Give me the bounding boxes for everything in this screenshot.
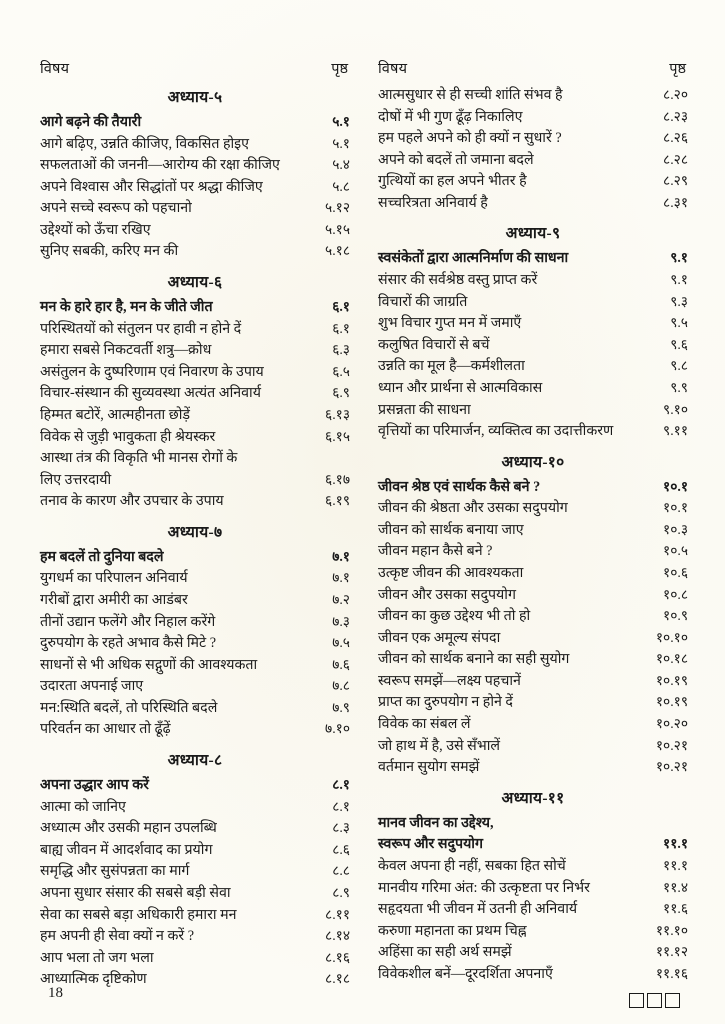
- toc-entry[interactable]: [378, 899, 688, 921]
- toc-entry-page: ७.१: [332, 570, 350, 586]
- toc-entry-title: प्राप्त का दुरुपयोग न होने दें: [378, 694, 513, 711]
- toc-entry[interactable]: [378, 813, 688, 835]
- toc-entry[interactable]: [378, 692, 688, 714]
- toc-entry-page: ८.१४: [325, 928, 350, 944]
- toc-entry-title: जीवन श्रेष्ठ एवं सार्थक कैसे बने ?: [378, 478, 541, 495]
- square-ornament-icon: [629, 993, 644, 1008]
- toc-entry[interactable]: [378, 520, 688, 542]
- toc-entry-title: युगधर्म का परिपालन अनिवार्य: [40, 570, 188, 587]
- toc-entry-page: ७.२: [332, 591, 350, 607]
- toc-entry[interactable]: [40, 948, 350, 970]
- toc-entry-title: स्वसंकेतों द्वारा आत्मनिर्माण की साधना: [378, 250, 569, 267]
- toc-entry[interactable]: [40, 719, 350, 741]
- toc-entry-page: ६.१७: [325, 471, 350, 487]
- toc-entry-title: स्वरूप और सदुपयोग: [378, 836, 483, 853]
- chapter-heading: अध्याय-११: [501, 789, 565, 807]
- toc-entry-title: परिस्थितयों को संतुलन पर हावी न होने दें: [40, 320, 242, 337]
- toc-entry-page: ११.६: [663, 901, 688, 917]
- toc-entry-page: १०.१८: [655, 651, 688, 667]
- toc-entry[interactable]: [378, 921, 688, 943]
- toc-entry[interactable]: [378, 649, 688, 671]
- toc-entry[interactable]: [378, 85, 688, 107]
- toc-entry-title: संसार की सर्वश्रेष्ठ वस्तु प्राप्त करें: [378, 272, 538, 289]
- chapter-heading: अध्याय-१०: [501, 453, 565, 471]
- toc-entry-page: ६.९: [332, 385, 350, 401]
- toc-entry-title: जीवन का कुछ उद्देश्य भी तो हो: [378, 608, 531, 625]
- toc-entry-title: हम पहले अपने को ही क्यों न सुधारें ?: [378, 130, 562, 147]
- toc-entry[interactable]: [40, 198, 350, 220]
- toc-entry-page: १०.१०: [655, 629, 688, 645]
- toc-entry-title: वर्तमान सुयोग समझें: [378, 759, 480, 776]
- toc-entry-page: ११.१: [663, 836, 688, 852]
- toc-entry-title: जीवन और उसका सदुपयोग: [378, 586, 516, 603]
- toc-entry[interactable]: [40, 883, 350, 905]
- toc-entry-title: मानव जीवन का उद्देश्य,: [378, 814, 494, 831]
- toc-entry[interactable]: [378, 107, 688, 129]
- toc-entry-page: ५.१२: [325, 200, 350, 216]
- toc-entry-title: हिम्मत बटोरें, आत्महीनता छोड़ें: [40, 406, 190, 423]
- toc-entry[interactable]: [378, 356, 688, 378]
- toc-entry-page: ८.६: [332, 841, 350, 857]
- toc-entry-page: ९.१: [670, 272, 688, 288]
- toc-entry-page: १०.९: [663, 608, 688, 624]
- toc-entry[interactable]: [40, 405, 350, 427]
- toc-entry-title: हम बदलें तो दुनिया बदले: [40, 548, 164, 565]
- left-column-header: [40, 58, 350, 78]
- toc-entry-page: ८.२३: [663, 108, 688, 124]
- toc-entry-page: ५.८: [332, 178, 350, 194]
- toc-entry[interactable]: [378, 834, 688, 856]
- toc-left-column: [40, 58, 350, 1008]
- toc-entry-page: ८.९: [332, 884, 350, 900]
- toc-entry-title: आगे बढ़ने की तैयारी: [40, 114, 142, 130]
- toc-entry[interactable]: [378, 292, 688, 314]
- toc-entry[interactable]: [40, 905, 350, 927]
- toc-entry-title: तीनों उद्यान फलेंगे और निहाल करेंगे: [40, 613, 216, 630]
- toc-entry[interactable]: [378, 856, 688, 878]
- toc-entry[interactable]: [40, 818, 350, 840]
- toc-entry-page: ८.११: [325, 906, 350, 922]
- toc-entry-title: वृत्तियों का परिमार्जन, व्यक्तित्व का उदात्तीकरण: [378, 423, 614, 440]
- toc-entry-page: १०.८: [663, 586, 688, 602]
- toc-entry[interactable]: [378, 563, 688, 585]
- toc-entry-page: १०.२१: [655, 759, 688, 775]
- toc-entry-title: हम अपनी ही सेवा क्यों न करें ?: [40, 928, 195, 945]
- toc-entry-page: ११.१: [663, 857, 688, 873]
- toc-entry-page: ५.१: [332, 114, 350, 129]
- toc-entry-page: ७.३: [332, 613, 350, 629]
- toc-right-column: [378, 58, 688, 1008]
- toc-entry[interactable]: [378, 964, 688, 986]
- toc-entry-title: जीवन को सार्थक बनाने का सही सुयोग: [378, 651, 570, 668]
- header-subject-label: विषय: [40, 61, 70, 77]
- toc-entry-page: ९.८: [670, 358, 688, 374]
- toc-entry[interactable]: [378, 248, 688, 270]
- toc-entry-title: सफलताओं की जननी—आरोग्य की रक्षा कीजिए: [40, 157, 280, 174]
- square-ornament-icon: [647, 993, 662, 1008]
- toc-entry-page: ८.२०: [663, 87, 688, 102]
- toc-entry-page: ९.५: [670, 315, 688, 331]
- toc-entry-page: ७.८: [332, 678, 350, 694]
- toc-entry-page: ८.८: [332, 863, 350, 879]
- toc-entry-title: साधनों से भी अधिक सद्गुणों की आवश्यकता: [40, 656, 258, 673]
- toc-entry-page: ५.४: [332, 157, 350, 173]
- toc-entry[interactable]: [378, 606, 688, 628]
- toc-entry[interactable]: [378, 714, 688, 736]
- toc-entry[interactable]: [40, 861, 350, 883]
- toc-entry[interactable]: [40, 155, 350, 177]
- toc-entry[interactable]: [40, 491, 350, 513]
- toc-entry[interactable]: [378, 736, 688, 758]
- toc-entry-page: ९.३: [670, 293, 688, 309]
- toc-entry[interactable]: [40, 840, 350, 862]
- toc-entry-page: ६.५: [332, 363, 350, 379]
- toc-entry-title: अपने को बदलें तो जमाना बदले: [378, 151, 534, 168]
- end-of-section-ornament: [378, 993, 688, 1008]
- toc-entry-title: विचार-संस्थान की सुव्यवस्था अत्यंत अनिवार्य: [40, 385, 261, 402]
- toc-entry-page: १०.२०: [655, 716, 688, 732]
- toc-entry-page: ७.१०: [325, 721, 350, 737]
- toc-entry-page: १०.१९: [655, 672, 688, 688]
- toc-entry[interactable]: [40, 775, 350, 797]
- toc-entry-page: ५.१५: [325, 221, 350, 237]
- toc-entry-page: ८.१: [332, 798, 350, 814]
- toc-entry[interactable]: [40, 698, 350, 720]
- toc-entry[interactable]: [40, 470, 350, 492]
- toc-entry-page: ५.१: [332, 135, 350, 151]
- toc-entry-title: अपने सच्चे स्वरूप को पहचानो: [40, 200, 192, 217]
- toc-entry[interactable]: [378, 541, 688, 563]
- toc-entry[interactable]: [40, 448, 350, 470]
- toc-entry-title: जीवन महान कैसे बने ?: [378, 543, 493, 560]
- toc-entry-title: मन:स्थिति बदलें, तो परिस्थिति बदले: [40, 699, 218, 716]
- toc-entry-title: स्वरूप समझें—लक्ष्य पहचानें: [378, 672, 521, 689]
- toc-entry-page: ९.१: [670, 250, 688, 266]
- toc-entry-page: ६.१३: [325, 406, 350, 422]
- toc-entry-title: आत्मा को जानिए: [40, 798, 126, 815]
- toc-entry-title: उन्नति का मूल है—कर्मशीलता: [378, 358, 525, 375]
- toc-entry[interactable]: [378, 335, 688, 357]
- toc-entry[interactable]: [40, 220, 350, 242]
- toc-entry-title: केवल अपना ही नहीं, सबका हित सोचें: [378, 857, 566, 874]
- chapter-heading: अध्याय-५: [167, 89, 223, 106]
- toc-entry-title: आस्था तंत्र की विकृति भी मानस रोगों के: [40, 450, 238, 467]
- toc-entry-title: दुरुपयोग के रहते अभाव कैसे मिटे ?: [40, 635, 217, 652]
- toc-entry[interactable]: [40, 633, 350, 655]
- toc-entry-title: प्रसन्नता की साधना: [378, 401, 471, 418]
- toc-entry-page: १०.१९: [655, 694, 688, 710]
- toc-entry-page: ६.१: [332, 299, 350, 315]
- toc-entry[interactable]: [378, 270, 688, 292]
- toc-entry-title: उदारता अपनाई जाए: [40, 678, 144, 695]
- toc-entry-page: ८.२९: [663, 173, 688, 189]
- toc-entry-page: ९.११: [663, 423, 688, 439]
- toc-entry[interactable]: [40, 383, 350, 405]
- toc-entry[interactable]: [378, 477, 688, 499]
- toc-entry-title: अपना उद्धार आप करें: [40, 777, 149, 794]
- toc-entry-title: लिए उत्तरदायी: [40, 471, 112, 488]
- toc-entry[interactable]: [40, 676, 350, 698]
- toc-entry[interactable]: [40, 241, 350, 263]
- toc-entry[interactable]: [378, 498, 688, 520]
- toc-entry[interactable]: [378, 421, 688, 443]
- toc-entry[interactable]: [378, 150, 688, 172]
- toc-entry[interactable]: [378, 313, 688, 335]
- toc-entry[interactable]: [40, 297, 350, 319]
- toc-entry-title: ध्यान और प्रार्थना से आत्मविकास: [378, 379, 543, 396]
- header-subject-label: विषय: [378, 61, 408, 77]
- toc-entry[interactable]: [40, 969, 350, 991]
- toc-entry-title: करुणा महानता का प्रथम चिह्न: [378, 922, 527, 939]
- toc-entry-title: आध्यात्मिक दृष्टिकोण: [40, 971, 147, 988]
- toc-entry-title: उत्कृष्ट जीवन की आवश्यकता: [378, 564, 524, 581]
- toc-entry[interactable]: [40, 655, 350, 677]
- toc-entry[interactable]: [40, 590, 350, 612]
- toc-entry-page: ११.४: [663, 879, 688, 895]
- toc-entry[interactable]: [378, 878, 688, 900]
- toc-entry[interactable]: [378, 671, 688, 693]
- toc-entry-page: १०.५: [663, 543, 688, 559]
- toc-entry-page: ८.१: [332, 777, 350, 793]
- toc-entry-title: परिवर्तन का आधार तो ढूँढ़ें: [40, 721, 171, 738]
- toc-entry[interactable]: [40, 926, 350, 948]
- square-ornament-icon: [665, 993, 680, 1008]
- toc-entry[interactable]: [378, 128, 688, 150]
- toc-entry-title: जीवन की श्रेष्ठता और उसका सदुपयोग: [378, 500, 568, 517]
- toc-entry-page: ८.२८: [663, 151, 688, 167]
- toc-entry[interactable]: [40, 362, 350, 384]
- toc-entry-title: गरीबों द्वारा अमीरी का आडंबर: [40, 591, 188, 608]
- toc-entry-title: शुभ विचार गुप्त मन में जमाएँ: [378, 315, 522, 332]
- toc-entry[interactable]: [378, 585, 688, 607]
- chapter-heading: अध्याय-९: [505, 225, 561, 243]
- toc-entry[interactable]: [40, 568, 350, 590]
- toc-entry-page: ९.९: [670, 379, 688, 395]
- toc-entry-page: ८.२६: [663, 130, 688, 146]
- toc-entry-page: ७.१: [332, 548, 350, 564]
- toc-entry-title: अपने विश्वास और सिद्धांतों पर श्रद्धा कीजिए: [40, 178, 263, 195]
- toc-entry-page: ६.१५: [325, 428, 350, 444]
- toc-entry-page: ६.१: [332, 320, 350, 336]
- toc-entry-title: विवेकशील बनें—दूरदर्शिता अपनाएँ: [378, 965, 553, 982]
- header-page-label: पृष्ठ: [669, 61, 686, 77]
- toc-entry[interactable]: [40, 177, 350, 199]
- toc-entry-title: सहृदयता भी जीवन में उतनी ही अनिवार्य: [378, 901, 578, 918]
- toc-entry-title: आत्मसुधार से ही सच्ची शांति संभव है: [378, 87, 563, 103]
- toc-entry[interactable]: [378, 942, 688, 964]
- toc-entry-page: ११.१६: [655, 965, 688, 981]
- toc-entry[interactable]: [378, 378, 688, 400]
- toc-entry-page: ११.१०: [655, 922, 688, 938]
- toc-entry-title: अहिंसा का सही अर्थ समझें: [378, 944, 512, 961]
- toc-entry[interactable]: [40, 112, 350, 134]
- chapter-heading: अध्याय-७: [167, 523, 223, 541]
- toc-entry[interactable]: [40, 319, 350, 341]
- toc-entry-title: मानवीय गरिमा अंत: की उत्कृष्टता पर निर्भर: [378, 879, 590, 896]
- toc-entry-title: तनाव के कारण और उपचार के उपाय: [40, 493, 224, 510]
- toc-entry-title: आप भला तो जग भला: [40, 949, 154, 966]
- chapter-heading: अध्याय-८: [167, 752, 223, 770]
- right-column-header: [378, 58, 688, 78]
- toc-entry-page: १०.६: [663, 564, 688, 580]
- toc-entry-title: मन के हारे हार है, मन के जीते जीत: [40, 299, 213, 316]
- toc-entry-title: समृद्धि और सुसंपन्नता का मार्ग: [40, 863, 190, 880]
- toc-entry-title: विचारों की जाग्रति: [378, 293, 468, 310]
- toc-entry-title: आगे बढ़िए, उन्नति कीजिए, विकसित होइए: [40, 135, 249, 152]
- toc-entry-title: सेवा का सबसे बड़ा अधिकारी हमारा मन: [40, 906, 237, 923]
- toc-entry[interactable]: [40, 427, 350, 449]
- toc-entry[interactable]: [40, 340, 350, 362]
- toc-entry-title: विवेक का संबल लें: [378, 716, 471, 733]
- chapter-heading: अध्याय-६: [167, 274, 223, 292]
- toc-entry-page: ८.३१: [663, 194, 688, 210]
- toc-entry-page: ९.१०: [663, 401, 688, 417]
- toc-entry-title: बाह्य जीवन में आदर्शवाद का प्रयोग: [40, 841, 213, 858]
- toc-entry-page: ८.३: [332, 820, 350, 836]
- toc-entry[interactable]: [40, 134, 350, 156]
- toc-entry[interactable]: [378, 628, 688, 650]
- toc-entry-page: ५.१८: [325, 243, 350, 259]
- toc-entry-title: अध्यात्म और उसकी महान उपलब्धि: [40, 820, 217, 837]
- toc-entry-page: ६.१९: [325, 493, 350, 509]
- toc-entry-title: दोषों में भी गुण ढूँढ़ निकालिए: [378, 108, 523, 125]
- toc-entry-page: १०.१: [663, 478, 688, 494]
- toc-entry[interactable]: [40, 547, 350, 569]
- toc-entry-title: जो हाथ में है, उसे सँभालें: [378, 737, 500, 754]
- toc-entry[interactable]: [378, 757, 688, 779]
- toc-entry-title: जीवन एक अमूल्य संपदा: [378, 629, 501, 646]
- page-number: 18: [48, 985, 63, 1001]
- toc-entry-page: ११.१२: [655, 944, 688, 960]
- toc-entry-title: जीवन को सार्थक बनाया जाए: [378, 521, 524, 538]
- toc-entry-title: अपना सुधार संसार की सबसे बड़ी सेवा: [40, 884, 231, 901]
- toc-entry-page: १०.२१: [655, 737, 688, 753]
- toc-entry-title: असंतुलन के दुष्परिणाम एवं निवारण के उपाय: [40, 363, 264, 380]
- toc-entry-title: विवेक से जुड़ी भावुकता ही श्रेयस्कर: [40, 428, 216, 445]
- toc-entry-page: ७.६: [332, 656, 350, 672]
- toc-entry[interactable]: [378, 193, 688, 215]
- toc-entry-title: गुत्थियों का हल अपने भीतर है: [378, 173, 527, 190]
- toc-entry[interactable]: [40, 612, 350, 634]
- toc-entry-title: हमारा सबसे निकटवर्ती शत्रु—क्रोध: [40, 342, 212, 359]
- toc-entry-page: ८.१८: [325, 971, 350, 987]
- toc-entry-page: ८.१६: [325, 949, 350, 965]
- toc-entry-title: कलुषित विचारों से बचें: [378, 336, 490, 353]
- toc-entry-title: सच्चरित्रता अनिवार्य है: [378, 194, 488, 211]
- header-page-label: पृष्ठ: [331, 61, 348, 77]
- toc-entry-title: उद्देश्यों को ऊँचा रखिए: [40, 221, 151, 238]
- toc-entry-page: १०.१: [663, 500, 688, 516]
- toc-entry-page: ७.५: [332, 635, 350, 651]
- toc-entry-page: ९.६: [670, 336, 688, 352]
- toc-entry-page: १०.३: [663, 521, 688, 537]
- toc-entry-title: सुनिए सबकी, करिए मन की: [40, 243, 179, 260]
- toc-entry[interactable]: [40, 797, 350, 819]
- toc-entry[interactable]: [378, 171, 688, 193]
- toc-entry-page: ६.३: [332, 342, 350, 358]
- toc-entry-page: ७.९: [332, 699, 350, 715]
- toc-entry[interactable]: [378, 400, 688, 422]
- toc-content: [40, 58, 688, 1008]
